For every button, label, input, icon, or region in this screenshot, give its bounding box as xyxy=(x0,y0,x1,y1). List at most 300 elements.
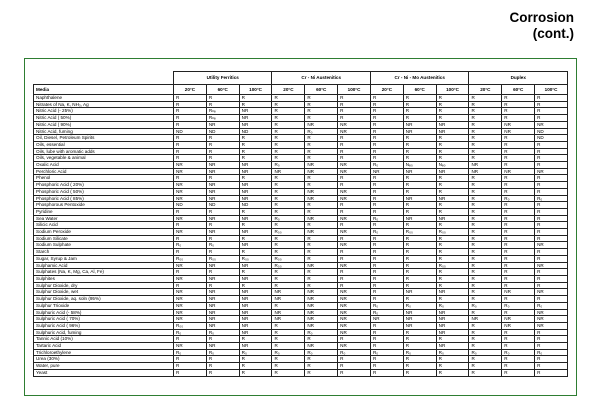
table-row xyxy=(34,249,568,256)
rating-cell: NR xyxy=(239,322,272,329)
rating-cell: R xyxy=(272,121,305,128)
rating-cell: NR xyxy=(338,322,371,329)
rating-cell: R xyxy=(436,208,469,215)
rating-cell: R xyxy=(370,242,403,249)
blank-header-cell xyxy=(34,72,174,85)
rating-cell: NR xyxy=(174,162,207,169)
title-line-1: Corrosion xyxy=(509,10,574,25)
rating-cell: R xyxy=(370,296,403,303)
group-header-row xyxy=(34,72,568,85)
rating-cell: R xyxy=(502,369,535,376)
rating-cell: R xyxy=(239,101,272,108)
rating-cell: R xyxy=(206,336,239,343)
rating-cell: NR xyxy=(502,289,535,296)
rating-cell: NR xyxy=(174,182,207,189)
media-name-cell: Oils, vegetable & animal xyxy=(34,155,174,162)
rating-cell: R xyxy=(403,262,436,269)
rating-cell: R xyxy=(535,336,568,343)
rating-cell: R xyxy=(535,296,568,303)
rating-cell: R xyxy=(272,282,305,289)
rating-cell: R xyxy=(469,175,502,182)
rating-cell: NR xyxy=(502,322,535,329)
temp-header: 100°C xyxy=(535,85,568,95)
rating-cell: NR xyxy=(403,168,436,175)
rating-cell: NR xyxy=(436,215,469,222)
rating-cell: R xyxy=(436,108,469,115)
rating-cell: R xyxy=(174,282,207,289)
rating-cell: R xyxy=(239,222,272,229)
media-name-cell: Sulphuric Acid ( 96%) xyxy=(34,322,174,329)
rating-cell: R xyxy=(272,242,305,249)
rating-cell: R xyxy=(272,356,305,363)
rating-cell: R xyxy=(535,369,568,376)
rating-cell: R xyxy=(403,135,436,142)
rating-cell: NR xyxy=(239,188,272,195)
table-row xyxy=(34,296,568,303)
rating-cell: R xyxy=(535,249,568,256)
rating-cell: R xyxy=(272,249,305,256)
table-row xyxy=(34,101,568,108)
rating-cell: NR xyxy=(174,296,207,303)
table-row xyxy=(34,141,568,148)
rating-cell: R xyxy=(174,235,207,242)
rating-cell: R xyxy=(272,141,305,148)
rating-cell: R xyxy=(469,229,502,236)
rating-cell: R xyxy=(206,95,239,102)
media-name-cell: Yeast xyxy=(34,369,174,376)
rating-cell: R xyxy=(502,202,535,209)
rating-cell: R xyxy=(239,175,272,182)
rating-cell: R xyxy=(502,262,535,269)
rating-cell: R xyxy=(305,208,338,215)
rating-cell: NR xyxy=(239,316,272,323)
rating-cell: R xyxy=(370,275,403,282)
rating-cell: R xyxy=(370,235,403,242)
rating-cell: NR xyxy=(206,302,239,309)
rating-cell: NR xyxy=(239,289,272,296)
rating-cell: R xyxy=(174,208,207,215)
rating-cell: R xyxy=(305,235,338,242)
rating-cell: R xyxy=(436,369,469,376)
rating-cell: R xyxy=(436,336,469,343)
rating-cell: R₀₀ xyxy=(272,255,305,262)
rating-cell: NR xyxy=(206,229,239,236)
rating-cell: R xyxy=(272,115,305,122)
rating-cell: R xyxy=(338,141,371,148)
rating-cell: R₀ xyxy=(370,302,403,309)
rating-cell: R xyxy=(469,135,502,142)
media-name-cell: Phosphoric Acid ( 85%) xyxy=(34,195,174,202)
rating-cell: R xyxy=(502,309,535,316)
table-row xyxy=(34,208,568,215)
rating-cell: R xyxy=(469,255,502,262)
rating-cell: R₀ xyxy=(239,349,272,356)
rating-cell: R xyxy=(436,202,469,209)
rating-cell: NR xyxy=(239,215,272,222)
rating-cell: R xyxy=(403,329,436,336)
rating-cell: R xyxy=(469,108,502,115)
rating-cell: R xyxy=(502,135,535,142)
media-name-cell: Sulphur Trioxide xyxy=(34,302,174,309)
rating-cell: R xyxy=(206,135,239,142)
rating-cell: R xyxy=(370,95,403,102)
group-header: Cr - Ni Austenitics xyxy=(272,72,370,85)
rating-cell: NR xyxy=(535,242,568,249)
rating-cell: NR xyxy=(206,296,239,303)
temp-header: 100°C xyxy=(436,85,469,95)
table-row xyxy=(34,363,568,370)
rating-cell: R xyxy=(174,175,207,182)
media-name-cell: Sodium Peroxide xyxy=(34,229,174,236)
rating-cell: R xyxy=(305,363,338,370)
rating-cell: NR xyxy=(338,262,371,269)
rating-cell: R xyxy=(436,115,469,122)
rating-cell: R xyxy=(535,108,568,115)
rating-cell: R xyxy=(338,208,371,215)
media-name-cell: Oils, lube with aromatic adds xyxy=(34,148,174,155)
rating-cell: NR xyxy=(305,262,338,269)
rating-cell: R xyxy=(272,175,305,182)
temp-header: 20°C xyxy=(272,85,305,95)
rating-cell: NR xyxy=(502,128,535,135)
media-name-cell: Nitric Acid, fuming xyxy=(34,128,174,135)
rating-cell: R xyxy=(239,141,272,148)
rating-cell: R₀ xyxy=(272,215,305,222)
rating-cell: NR xyxy=(174,302,207,309)
rating-cell: R xyxy=(174,115,207,122)
rating-cell: R xyxy=(502,208,535,215)
rating-cell: R xyxy=(370,182,403,189)
temp-header: 60°C xyxy=(403,85,436,95)
rating-cell: R₀₀ xyxy=(272,229,305,236)
rating-cell: R xyxy=(272,329,305,336)
rating-cell: NR xyxy=(305,289,338,296)
rating-cell: R xyxy=(535,101,568,108)
media-name-cell: Sodium Sulphate xyxy=(34,242,174,249)
rating-cell: NR xyxy=(174,289,207,296)
rating-cell: R₀₀ xyxy=(403,229,436,236)
rating-cell: R xyxy=(403,343,436,350)
rating-cell: NR xyxy=(174,215,207,222)
rating-cell: R₀ xyxy=(305,128,338,135)
rating-cell: R xyxy=(436,222,469,229)
rating-cell: NR xyxy=(206,182,239,189)
rating-cell: R xyxy=(370,141,403,148)
rating-cell: NR xyxy=(436,195,469,202)
rating-cell: R xyxy=(174,95,207,102)
rating-cell: R xyxy=(502,215,535,222)
rating-cell: NR xyxy=(305,195,338,202)
rating-cell: R xyxy=(272,343,305,350)
media-name-cell: Starch xyxy=(34,249,174,256)
rating-cell: R xyxy=(370,135,403,142)
rating-cell: R xyxy=(370,128,403,135)
rating-cell: NR xyxy=(338,168,371,175)
rating-cell: R₀ xyxy=(469,349,502,356)
rating-cell: NR xyxy=(436,322,469,329)
rating-cell: R₀₀ xyxy=(174,255,207,262)
rating-cell: R xyxy=(469,322,502,329)
rating-cell: NR xyxy=(174,168,207,175)
rating-cell: R xyxy=(370,369,403,376)
rating-cell: R xyxy=(502,141,535,148)
rating-cell: R₀ xyxy=(370,162,403,169)
rating-cell: R xyxy=(502,162,535,169)
rating-cell: R xyxy=(502,235,535,242)
rating-cell: R xyxy=(403,336,436,343)
table-row xyxy=(34,108,568,115)
rating-cell: R xyxy=(338,202,371,209)
rating-cell: R₀₀ xyxy=(239,255,272,262)
rating-cell: R xyxy=(174,363,207,370)
table-row xyxy=(34,289,568,296)
rating-cell: NR xyxy=(272,316,305,323)
rating-cell: R xyxy=(502,101,535,108)
rating-cell: R xyxy=(469,363,502,370)
rating-cell: NR xyxy=(206,322,239,329)
rating-cell: R xyxy=(502,343,535,350)
table-row xyxy=(34,275,568,282)
rating-cell: NR xyxy=(338,188,371,195)
rating-cell: NR xyxy=(305,162,338,169)
rating-cell: R xyxy=(403,222,436,229)
rating-cell: NR xyxy=(338,309,371,316)
temp-header: 100°C xyxy=(239,85,272,95)
rating-cell: R xyxy=(502,255,535,262)
rating-cell: R xyxy=(239,249,272,256)
rating-cell: R xyxy=(305,115,338,122)
rating-cell: NR xyxy=(239,343,272,350)
rating-cell: NR xyxy=(174,309,207,316)
rating-cell: R xyxy=(239,148,272,155)
rating-cell: R₀ xyxy=(305,329,338,336)
rating-cell: R xyxy=(535,188,568,195)
rating-cell: R xyxy=(370,121,403,128)
rating-cell: R₀₀ xyxy=(436,262,469,269)
table-row xyxy=(34,229,568,236)
rating-cell: R xyxy=(403,155,436,162)
rating-cell: R xyxy=(305,155,338,162)
rating-cell: R xyxy=(305,95,338,102)
rating-cell: R xyxy=(403,242,436,249)
rating-cell: ND xyxy=(535,135,568,142)
rating-cell: R xyxy=(206,175,239,182)
rating-cell: R xyxy=(502,282,535,289)
table-row xyxy=(34,128,568,135)
rating-cell: R xyxy=(436,275,469,282)
rating-cell: NR xyxy=(305,343,338,350)
rating-cell: R xyxy=(403,249,436,256)
rating-cell: NR xyxy=(206,215,239,222)
table-row xyxy=(34,148,568,155)
rating-cell: R xyxy=(305,222,338,229)
rating-cell: NR xyxy=(338,329,371,336)
rating-cell: R xyxy=(469,329,502,336)
media-name-cell: Sulphur Dioxide, dry xyxy=(34,282,174,289)
table-row xyxy=(34,215,568,222)
rating-cell: NR xyxy=(239,182,272,189)
rating-cell: NR xyxy=(272,296,305,303)
rating-cell: R xyxy=(403,175,436,182)
rating-cell: ND xyxy=(535,128,568,135)
rating-cell: NR xyxy=(403,289,436,296)
rating-cell: R₀ xyxy=(174,242,207,249)
rating-cell: R xyxy=(370,175,403,182)
rating-cell: R xyxy=(239,269,272,276)
rating-cell: R xyxy=(469,155,502,162)
title-line-2: (cont.) xyxy=(532,26,574,41)
media-name-cell: Nitric Acid ( 50%) xyxy=(34,115,174,122)
rating-cell: R₀ xyxy=(206,349,239,356)
rating-cell: R xyxy=(502,356,535,363)
media-name-cell: Trichloroethylene xyxy=(34,349,174,356)
rating-cell: R xyxy=(239,235,272,242)
rating-cell: R xyxy=(338,155,371,162)
rating-cell: R xyxy=(403,188,436,195)
rating-cell: R xyxy=(502,182,535,189)
rating-cell: R xyxy=(305,356,338,363)
rating-cell: R xyxy=(206,208,239,215)
table-row xyxy=(34,369,568,376)
rating-cell: R xyxy=(535,343,568,350)
media-name-cell: Nitric Acid ( 90%) xyxy=(34,121,174,128)
rating-cell: R₀₀ xyxy=(174,322,207,329)
table-row xyxy=(34,242,568,249)
rating-cell: NR xyxy=(174,343,207,350)
rating-cell: R xyxy=(535,269,568,276)
rating-cell: ND xyxy=(206,128,239,135)
rating-cell: R xyxy=(338,135,371,142)
temp-header: 60°C xyxy=(206,85,239,95)
table-row xyxy=(34,343,568,350)
rating-cell: R₀₀ xyxy=(206,255,239,262)
rating-cell: R xyxy=(436,148,469,155)
media-name-cell: Sulphites xyxy=(34,275,174,282)
rating-cell: NR xyxy=(239,168,272,175)
rating-cell: NR xyxy=(305,121,338,128)
rating-cell: R xyxy=(305,275,338,282)
rating-cell: NR xyxy=(338,215,371,222)
rating-cell: R xyxy=(239,208,272,215)
rating-cell: NR xyxy=(174,229,207,236)
corrosion-table xyxy=(33,71,568,377)
temp-header: 60°C xyxy=(305,85,338,95)
rating-cell: R xyxy=(502,108,535,115)
temp-header: 20°C xyxy=(469,85,502,95)
rating-cell: NR xyxy=(174,195,207,202)
rating-cell: R xyxy=(535,182,568,189)
rating-cell: R xyxy=(272,275,305,282)
rating-cell: R xyxy=(272,369,305,376)
rating-cell: R xyxy=(272,195,305,202)
rating-cell: NR xyxy=(502,316,535,323)
rating-cell: NR xyxy=(535,289,568,296)
rating-cell: NR xyxy=(305,322,338,329)
rating-cell: NR xyxy=(338,195,371,202)
rating-cell: R xyxy=(305,369,338,376)
media-name-cell: Sea Water xyxy=(34,215,174,222)
rating-cell: R xyxy=(403,296,436,303)
rating-cell: ND xyxy=(239,202,272,209)
rating-cell: NR xyxy=(239,242,272,249)
rating-cell: R xyxy=(535,155,568,162)
rating-cell: NR xyxy=(370,168,403,175)
rating-cell: R₀ xyxy=(174,329,207,336)
rating-cell: R xyxy=(370,289,403,296)
rating-cell: R xyxy=(206,282,239,289)
rating-cell: R xyxy=(403,363,436,370)
rating-cell: R xyxy=(469,208,502,215)
rating-cell: R xyxy=(272,235,305,242)
table-row xyxy=(34,269,568,276)
rating-cell: R xyxy=(436,188,469,195)
rating-cell: R xyxy=(174,356,207,363)
media-name-cell: Sulphuric Acid, fuming xyxy=(34,329,174,336)
rating-cell: R xyxy=(436,255,469,262)
rating-cell: NR xyxy=(305,296,338,303)
rating-cell: R xyxy=(370,222,403,229)
table-row xyxy=(34,168,568,175)
rating-cell: R₀₀ xyxy=(272,262,305,269)
rating-cell: R xyxy=(370,188,403,195)
rating-cell: R xyxy=(305,269,338,276)
rating-cell: R xyxy=(469,336,502,343)
media-name-cell: Oils, essential xyxy=(34,141,174,148)
rating-cell: R xyxy=(305,148,338,155)
rating-cell: R xyxy=(206,269,239,276)
rating-cell: R xyxy=(469,182,502,189)
rating-cell: R xyxy=(338,95,371,102)
media-name-cell: Water, pure xyxy=(34,363,174,370)
rating-cell: R₀ xyxy=(403,302,436,309)
rating-cell: NR xyxy=(174,188,207,195)
rating-cell: R xyxy=(535,208,568,215)
table-row xyxy=(34,302,568,309)
rating-cell: R xyxy=(370,115,403,122)
rating-cell: R xyxy=(305,101,338,108)
rating-cell: R xyxy=(469,115,502,122)
rating-cell: NR xyxy=(174,275,207,282)
rating-cell: NR xyxy=(206,289,239,296)
media-name-cell: Urea (30%) xyxy=(34,356,174,363)
rating-cell: R xyxy=(502,336,535,343)
rating-cell: NR xyxy=(305,302,338,309)
rating-cell: R xyxy=(239,363,272,370)
rating-cell: R xyxy=(469,249,502,256)
table-row xyxy=(34,121,568,128)
rating-cell: R xyxy=(469,215,502,222)
rating-cell: R xyxy=(535,235,568,242)
group-header: Cr - Ni - Mo Austenitics xyxy=(370,72,468,85)
rating-cell: R₀ xyxy=(338,349,371,356)
rating-cell: R xyxy=(502,188,535,195)
rating-cell: R xyxy=(502,269,535,276)
rating-cell: R xyxy=(436,175,469,182)
media-name-cell: Oxalic Acid xyxy=(34,162,174,169)
rating-cell: R₀ xyxy=(436,349,469,356)
rating-cell: R xyxy=(370,101,403,108)
media-name-cell: Phosphorous Pentoxide xyxy=(34,202,174,209)
rating-cell: R xyxy=(338,282,371,289)
rating-cell: R xyxy=(338,269,371,276)
rating-cell: R xyxy=(403,235,436,242)
rating-cell: R₀ xyxy=(174,349,207,356)
rating-cell: NR xyxy=(436,309,469,316)
rating-cell: R xyxy=(338,182,371,189)
rating-cell: R₀ xyxy=(206,242,239,249)
media-name-cell: Silicic Acid xyxy=(34,222,174,229)
media-name-cell: Sugar, Syrup & Jam xyxy=(34,255,174,262)
